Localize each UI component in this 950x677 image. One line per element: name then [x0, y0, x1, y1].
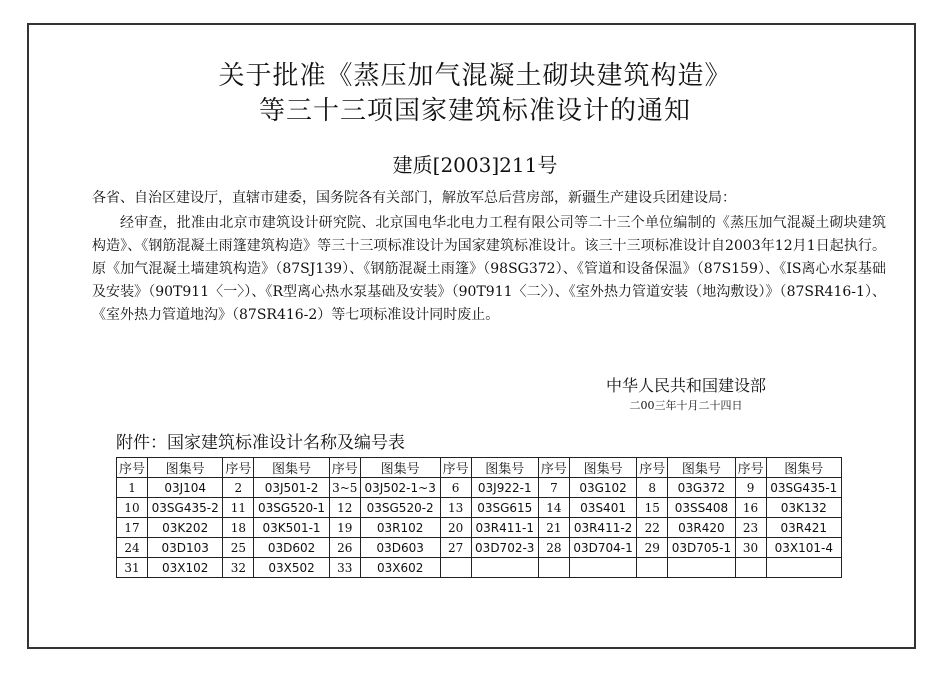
atlas-number-cell: 03K501-1 — [254, 518, 329, 538]
serial-number-cell: 11 — [223, 498, 254, 518]
table-row — [117, 538, 842, 558]
atlas-number-cell: 图集号 — [766, 458, 841, 478]
serial-number-cell: 24 — [117, 538, 148, 558]
table-row — [117, 478, 842, 498]
serial-number-cell: 8 — [637, 478, 668, 498]
atlas-number-cell: 图集号 — [148, 458, 223, 478]
atlas-number-cell: 03K202 — [148, 518, 223, 538]
atlas-number-cell: 03R102 — [360, 518, 440, 538]
serial-number-cell: 22 — [637, 518, 668, 538]
signature-date: 二00三年十月二十四日 — [629, 399, 743, 412]
addressees: 各省、自治区建设厅，直辖市建委，国务院各有关部门，解放军总后营房部，新疆生产建设兵团建设局： — [92, 190, 736, 206]
serial-number-cell: 16 — [735, 498, 766, 518]
serial-number-cell: 序号 — [223, 458, 254, 478]
serial-number-cell: 33 — [329, 558, 360, 578]
table-row — [117, 558, 842, 578]
atlas-number-cell: 03D702-3 — [471, 538, 538, 558]
atlas-number-cell: 03R421 — [766, 518, 841, 538]
atlas-number-cell: 03J501-2 — [254, 478, 329, 498]
serial-number-cell: 27 — [440, 538, 471, 558]
serial-number-cell: 序号 — [637, 458, 668, 478]
table-header-row — [117, 458, 842, 478]
serial-number-cell: 23 — [735, 518, 766, 538]
serial-number-cell: 6 — [440, 478, 471, 498]
atlas-number-cell: 03D103 — [148, 538, 223, 558]
table-row — [117, 518, 842, 538]
serial-number-cell: 28 — [538, 538, 569, 558]
serial-number-cell — [440, 558, 471, 578]
atlas-number-cell: 图集号 — [471, 458, 538, 478]
table-row — [117, 498, 842, 518]
serial-number-cell: 序号 — [440, 458, 471, 478]
serial-number-cell: 7 — [538, 478, 569, 498]
standards-table — [116, 457, 842, 578]
notice-title-line2: 等三十三项国家建筑标准设计的通知 — [258, 96, 691, 126]
atlas-number-cell: 03S401 — [569, 498, 636, 518]
serial-number-cell — [735, 558, 766, 578]
atlas-number-cell: 03R411-2 — [569, 518, 636, 538]
standards-table-body — [117, 458, 842, 578]
body-paragraph: 经审查，批准由北京市建筑设计研究院、北京国电华北电力工程有限公司等二十三个单位编制的《蒸压加气混凝土砌块建筑构造》、《钢筋混凝土雨篷建筑构造》等三十三项标准设计为国家建筑标准设计。该三十三项标准设计自2003年12月1日起执行。原《加气混凝土墙建筑构造》（87SJ139）、《钢筋混凝土雨篷》（98SG372）、《管道和设备保温》（87S159）、《IS离心水泵基础及安装》（90T911〈一〉）、《R型离心热水泵基础及安装》（90T911〈二〉）、《室外热力管道安装（地沟敷设）》（87SR416-1）、《室外热力管道地沟》（87SR416-2）等七项标准设计同时废止。 — [92, 215, 886, 323]
atlas-number-cell: 图集号 — [360, 458, 440, 478]
notice-title-line1: 关于批准《蒸压加气混凝土砌块建筑构造》 — [218, 61, 732, 91]
serial-number-cell: 序号 — [538, 458, 569, 478]
atlas-number-cell: 03X101-4 — [766, 538, 841, 558]
notice-body — [92, 212, 886, 327]
attachment-title: 附件：国家建筑标准设计名称及编号表 — [116, 433, 405, 453]
atlas-number-cell: 03R420 — [668, 518, 735, 538]
serial-number-cell: 14 — [538, 498, 569, 518]
serial-number-cell — [637, 558, 668, 578]
serial-number-cell: 3~5 — [329, 478, 360, 498]
serial-number-cell: 25 — [223, 538, 254, 558]
atlas-number-cell: 03SG435-2 — [148, 498, 223, 518]
serial-number-cell: 9 — [735, 478, 766, 498]
atlas-number-cell: 图集号 — [668, 458, 735, 478]
atlas-number-cell: 图集号 — [254, 458, 329, 478]
atlas-number-cell — [471, 558, 538, 578]
atlas-number-cell: 03D603 — [360, 538, 440, 558]
serial-number-cell: 21 — [538, 518, 569, 538]
atlas-number-cell: 03J502-1~3 — [360, 478, 440, 498]
serial-number-cell: 26 — [329, 538, 360, 558]
serial-number-cell: 31 — [117, 558, 148, 578]
serial-number-cell: 19 — [329, 518, 360, 538]
serial-number-cell — [538, 558, 569, 578]
serial-number-cell: 序号 — [329, 458, 360, 478]
atlas-number-cell: 03G102 — [569, 478, 636, 498]
serial-number-cell: 17 — [117, 518, 148, 538]
atlas-number-cell: 03SG520-2 — [360, 498, 440, 518]
serial-number-cell: 20 — [440, 518, 471, 538]
atlas-number-cell: 03X602 — [360, 558, 440, 578]
serial-number-cell: 13 — [440, 498, 471, 518]
atlas-number-cell: 03D705-1 — [668, 538, 735, 558]
serial-number-cell: 15 — [637, 498, 668, 518]
serial-number-cell: 10 — [117, 498, 148, 518]
serial-number-cell: 32 — [223, 558, 254, 578]
serial-number-cell: 30 — [735, 538, 766, 558]
atlas-number-cell: 03X102 — [148, 558, 223, 578]
atlas-number-cell: 03X502 — [254, 558, 329, 578]
atlas-number-cell: 03J104 — [148, 478, 223, 498]
atlas-number-cell — [766, 558, 841, 578]
serial-number-cell: 序号 — [117, 458, 148, 478]
document-number: 建质[2003]211号 — [392, 153, 558, 177]
atlas-number-cell: 03J922-1 — [471, 478, 538, 498]
atlas-number-cell: 03SG615 — [471, 498, 538, 518]
atlas-number-cell: 03R411-1 — [471, 518, 538, 538]
atlas-number-cell — [569, 558, 636, 578]
serial-number-cell: 29 — [637, 538, 668, 558]
serial-number-cell: 2 — [223, 478, 254, 498]
atlas-number-cell: 03SG520-1 — [254, 498, 329, 518]
serial-number-cell: 18 — [223, 518, 254, 538]
atlas-number-cell: 03G372 — [668, 478, 735, 498]
atlas-number-cell: 03D602 — [254, 538, 329, 558]
serial-number-cell: 序号 — [735, 458, 766, 478]
atlas-number-cell: 03D704-1 — [569, 538, 636, 558]
signature: 中华人民共和国建设部 — [605, 376, 766, 395]
atlas-number-cell — [668, 558, 735, 578]
serial-number-cell: 12 — [329, 498, 360, 518]
atlas-number-cell: 03K132 — [766, 498, 841, 518]
atlas-number-cell: 03SG435-1 — [766, 478, 841, 498]
serial-number-cell: 1 — [117, 478, 148, 498]
atlas-number-cell: 03SS408 — [668, 498, 735, 518]
atlas-number-cell: 图集号 — [569, 458, 636, 478]
